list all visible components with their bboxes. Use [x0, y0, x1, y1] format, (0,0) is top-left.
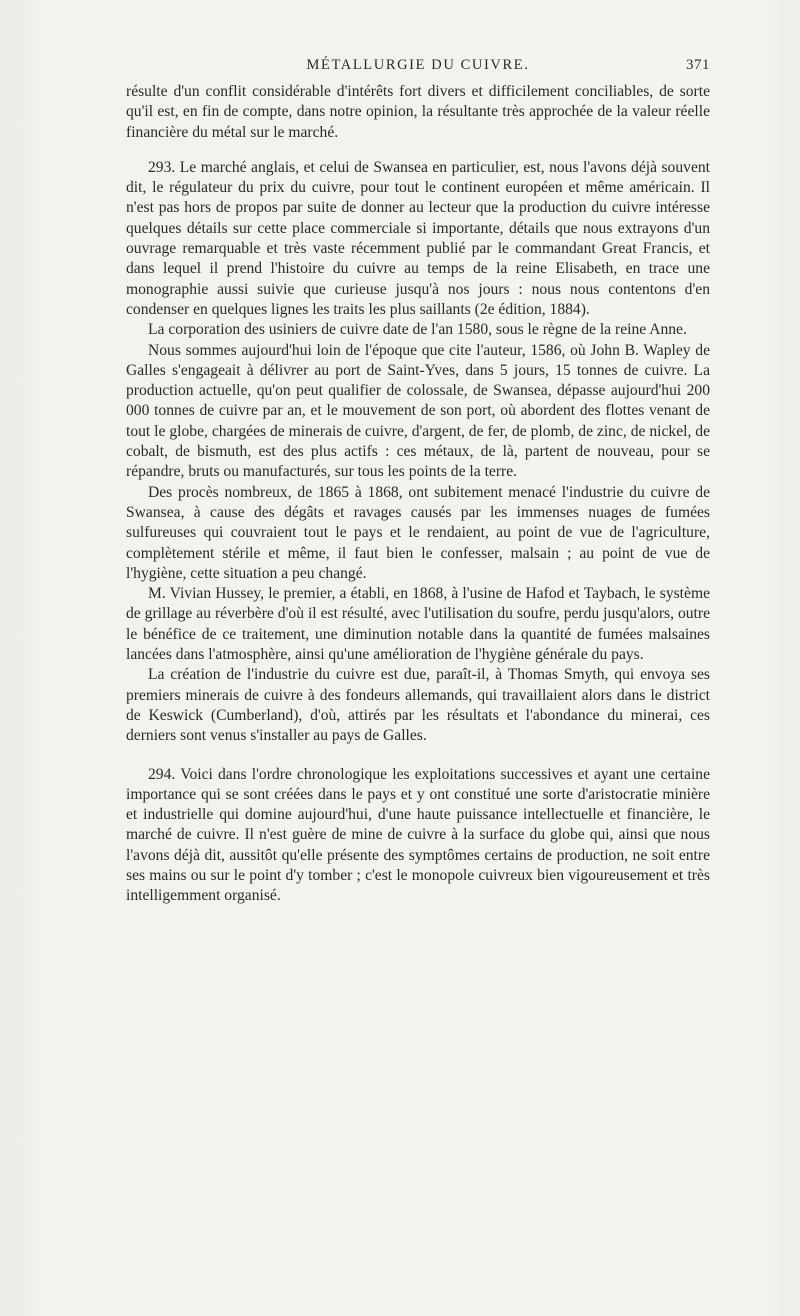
paragraph-continuation: résulte d'un conflit considérable d'intérêts fort divers et difficilement conciliables, de sorte qu'il est, en fin de compte, dans notre opinion, la résultante très approchée de la valeur réelle financière du métal sur le marché.: [126, 83, 710, 141]
running-title: MÉTALLURGIE DU CUIVRE.: [306, 57, 530, 73]
paragraph: Nous sommes aujourd'hui loin de l'époque que cite l'auteur, 1586, où John B. Wapley de Galles s'engageait à délivrer au port de Saint-Yves, dans 5 jours, 15 tonnes de cuivre. La production actuelle, qu'on peut qualifier de colossale, de Swansea, dépasse aujourd'hui 200 000 tonnes de cuivre par an, et le mouvement de son port, où abordent des flottes venant de tout le globe, chargées de minerais de cuivre, d'argent, de fer, de plomb, de zinc, de nickel, de cobalt, de bismuth, est des plus actifs : ces métaux, de là, partent de nouveau, pour se répandre, bruts ou manufacturés, sur tous les points de la terre.: [126, 341, 710, 481]
paragraph: La corporation des usiniers de cuivre date de l'an 1580, sous le règne de la reine Anne.: [148, 321, 687, 339]
paragraph-section-294: 294. Voici dans l'ordre chronologique les exploitations successives et ayant une certaine importance qui se sont créées dans le pays et y ont constitué une sorte d'aristocratie minière et industrielle qui domine aujourd'hui, d'une haute puissance intellectuelle et financière, le marché de cuivre. Il n'est guère de mine de cuivre à la surface du globe qui, ainsi que nous l'avons déjà dit, aussitôt qu'elle présente des symptômes certains de production, ne soit entre ses mains ou sur le point d'y tomber ; c'est le monopole cuivreux bien vigoureusement et très intelligemment organisé.: [126, 765, 710, 905]
page-number: 371: [686, 57, 710, 73]
page-header: [126, 57, 710, 79]
paragraph-section-293: 293. Le marché anglais, et celui de Swansea en particulier, est, nous l'avons déjà souvent dit, le régulateur du prix du cuivre, pour tout le continent européen et même américain. Il n'est pas hors de propos par suite de donner au lecteur que la production du cuivre intéresse quelques détails sur cette place commerciale si importante, détails que nous extrayons d'un ouvrage remarquable et très vaste récemment publié par le commandant Great Francis, et dans lequel il prend l'histoire du cuivre au temps de la reine Elisabeth, en trace une monographie aussi suivie que curieuse jusqu'à nos jours : nous nous contentons d'en condenser en quelques lignes les traits les plus saillants (2e édition, 1884).: [126, 158, 710, 318]
paragraph: M. Vivian Hussey, le premier, a établi, en 1868, à l'usine de Hafod et Taybach, le système de grillage au réverbère d'où il est résulté, avec l'utilisation du soufre, perdu jusqu'alors, outre le bénéfice de ce traitement, une diminution notable dans la quantité de fumées malsaines lancées dans l'atmosphère, ainsi qu'une amélioration de l'hygiène générale du pays.: [126, 585, 710, 664]
body-text: [126, 82, 710, 907]
paragraph: Des procès nombreux, de 1865 à 1868, ont subitement menacé l'industrie du cuivre de Swansea, à cause des dégâts et ravages causés par les immenses nuages de fumées sulfureuses qui couvraient tout le pays et le rendaient, au point de vue de l'agriculture, complètement stérile et même, il faut bien le confesser, malsain ; au point de vue de l'hygiène, cette situation a peu changé.: [126, 483, 710, 582]
paragraph: La création de l'industrie du cuivre est due, paraît-il, à Thomas Smyth, qui envoya ses premiers minerais de cuivre à des fondeurs allemands, qui travaillaient alors dans le district de Keswick (Cumberland), d'où, attirés par les résultats et l'abondance du minerai, ces derniers sont venus s'installer au pays de Galles.: [126, 666, 710, 745]
